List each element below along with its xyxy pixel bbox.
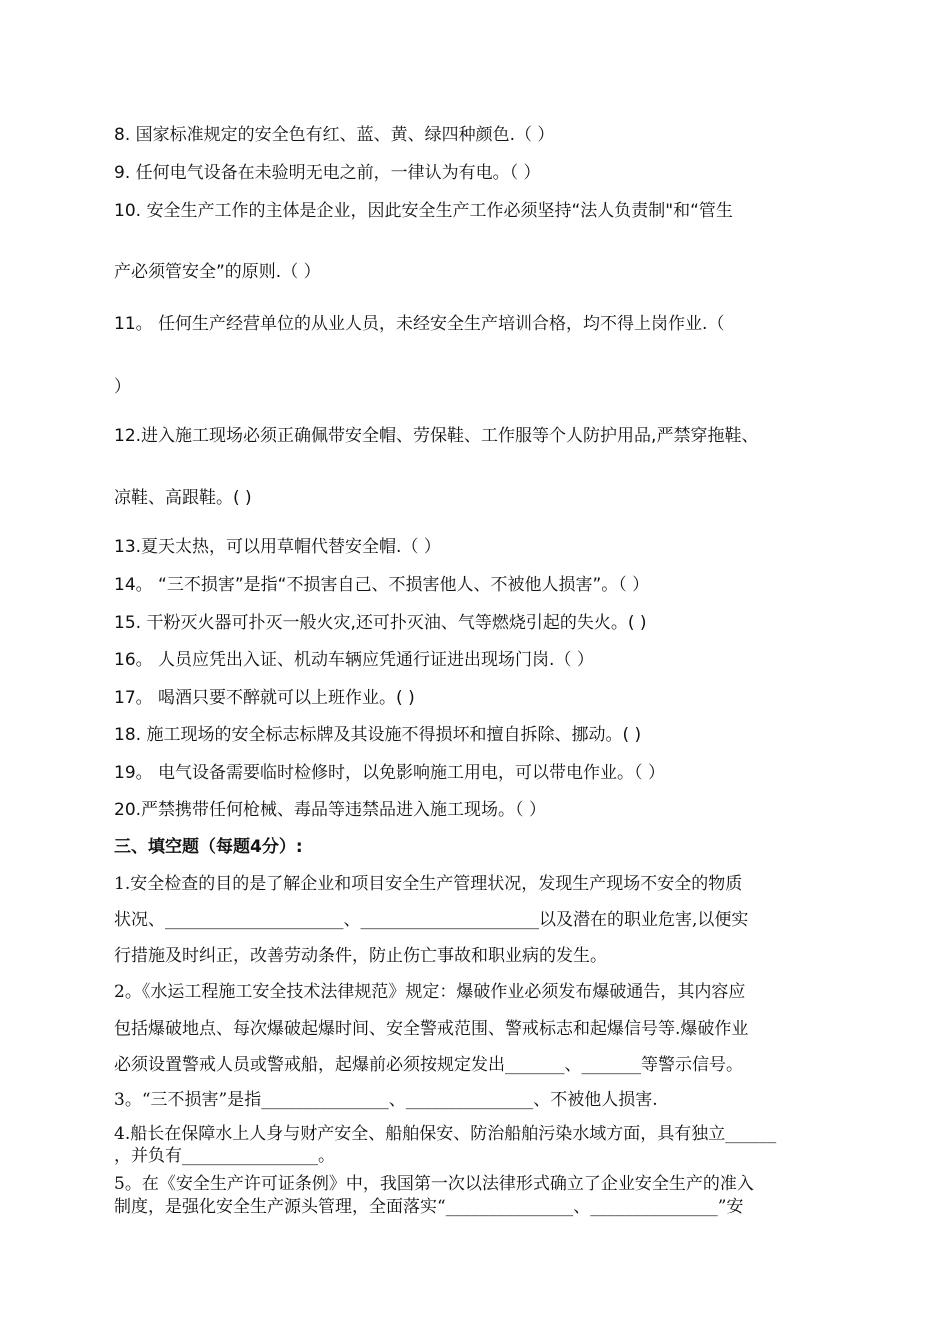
question-10-cont: 产必须管安全”的原则.（ ）: [114, 262, 321, 282]
fill-1-line-1: 1.安全检查的目的是了解企业和项目安全生产管理状况，发现生产现场不安全的物质: [114, 874, 743, 894]
fill-4-line-1: 4.船长在保障水上人身与财产安全、船舶保安、防治船舶污染水域方面，具有独立______: [114, 1124, 777, 1144]
fill-1-line-2: 状况、_____________________、_____________________以及潜在的职业危害,以便实: [114, 910, 749, 930]
fill-5-line-2: 制度，是强化安全生产源头管理，全面落实“_______________、_______________”安: [114, 1197, 744, 1217]
question-17: 17。 喝酒只要不醉就可以上班作业。( ): [114, 688, 415, 708]
question-11-cont: ）: [114, 377, 131, 397]
question-8: 8. 国家标准规定的安全色有红、蓝、黄、绿四种颜色.（ ）: [114, 125, 555, 145]
question-16: 16。 人员应凭出入证、机动车辆应凭通行证进出现场门岗.（ ）: [114, 650, 594, 670]
question-12: 12.进入施工现场必须正确佩带安全帽、劳保鞋、工作服等个人防护用品,严禁穿拖鞋、: [114, 426, 759, 446]
question-20: 20.严禁携带任何枪械、毒品等违禁品进入施工现场。（ ）: [114, 800, 546, 820]
question-15: 15. 干粉灭火器可扑灭一般火灾,还可扑灭油、气等燃烧引起的失火。( ): [114, 613, 647, 633]
question-9: 9. 任何电气设备在未验明无电之前，一律认为有电。（ ）: [114, 163, 541, 183]
fill-2-line-2: 包括爆破地点、每次爆破起爆时间、安全警戒范围、警戒标志和起爆信号等.爆破作业: [114, 1019, 749, 1039]
question-14: 14。 “三不损害”是指“不损害自己、不损害他人、不被他人损害”。（ ）: [114, 575, 650, 595]
question-13: 13.夏天太热，可以用草帽代替安全帽.（ ）: [114, 537, 441, 557]
fill-1-line-3: 行措施及时纠正，改善劳动条件，防止伤亡事故和职业病的发生。: [114, 946, 607, 966]
fill-3: 3。“三不损害”是指_______________、_______________、不被他人损害.: [114, 1090, 658, 1110]
fill-2-line-1: 2。《水运工程施工安全技术法律规范》规定：爆破作业必须发布爆破通告，其内容应: [114, 982, 746, 1002]
question-11: 11。 任何生产经营单位的从业人员，未经安全生产培训合格，均不得上岗作业.（: [114, 314, 725, 334]
question-12-cont: 凉鞋、高跟鞋。( ): [114, 488, 252, 508]
question-18: 18. 施工现场的安全标志标牌及其设施不得损坏和擅自拆除、挪动。( ): [114, 725, 642, 745]
fill-2-line-3: 必须设置警戒人员或警戒船，起爆前必须按规定发出_______、_______等警示信号。: [114, 1055, 743, 1075]
fill-5-line-1: 5。在《安全生产许可证条例》中，我国第一次以法律形式确立了企业安全生产的准入: [114, 1174, 754, 1194]
question-10: 10. 安全生产工作的主体是企业，因此安全生产工作必须坚持“法人负责制"和“管生: [114, 201, 733, 221]
fill-4-line-2: ，并负有________________。: [114, 1146, 335, 1166]
question-19: 19。 电气设备需要临时检修时，以免影响施工用电，可以带电作业。（ ）: [114, 763, 665, 783]
section-3-heading: 三、填空题（每题4分）:: [114, 837, 303, 857]
